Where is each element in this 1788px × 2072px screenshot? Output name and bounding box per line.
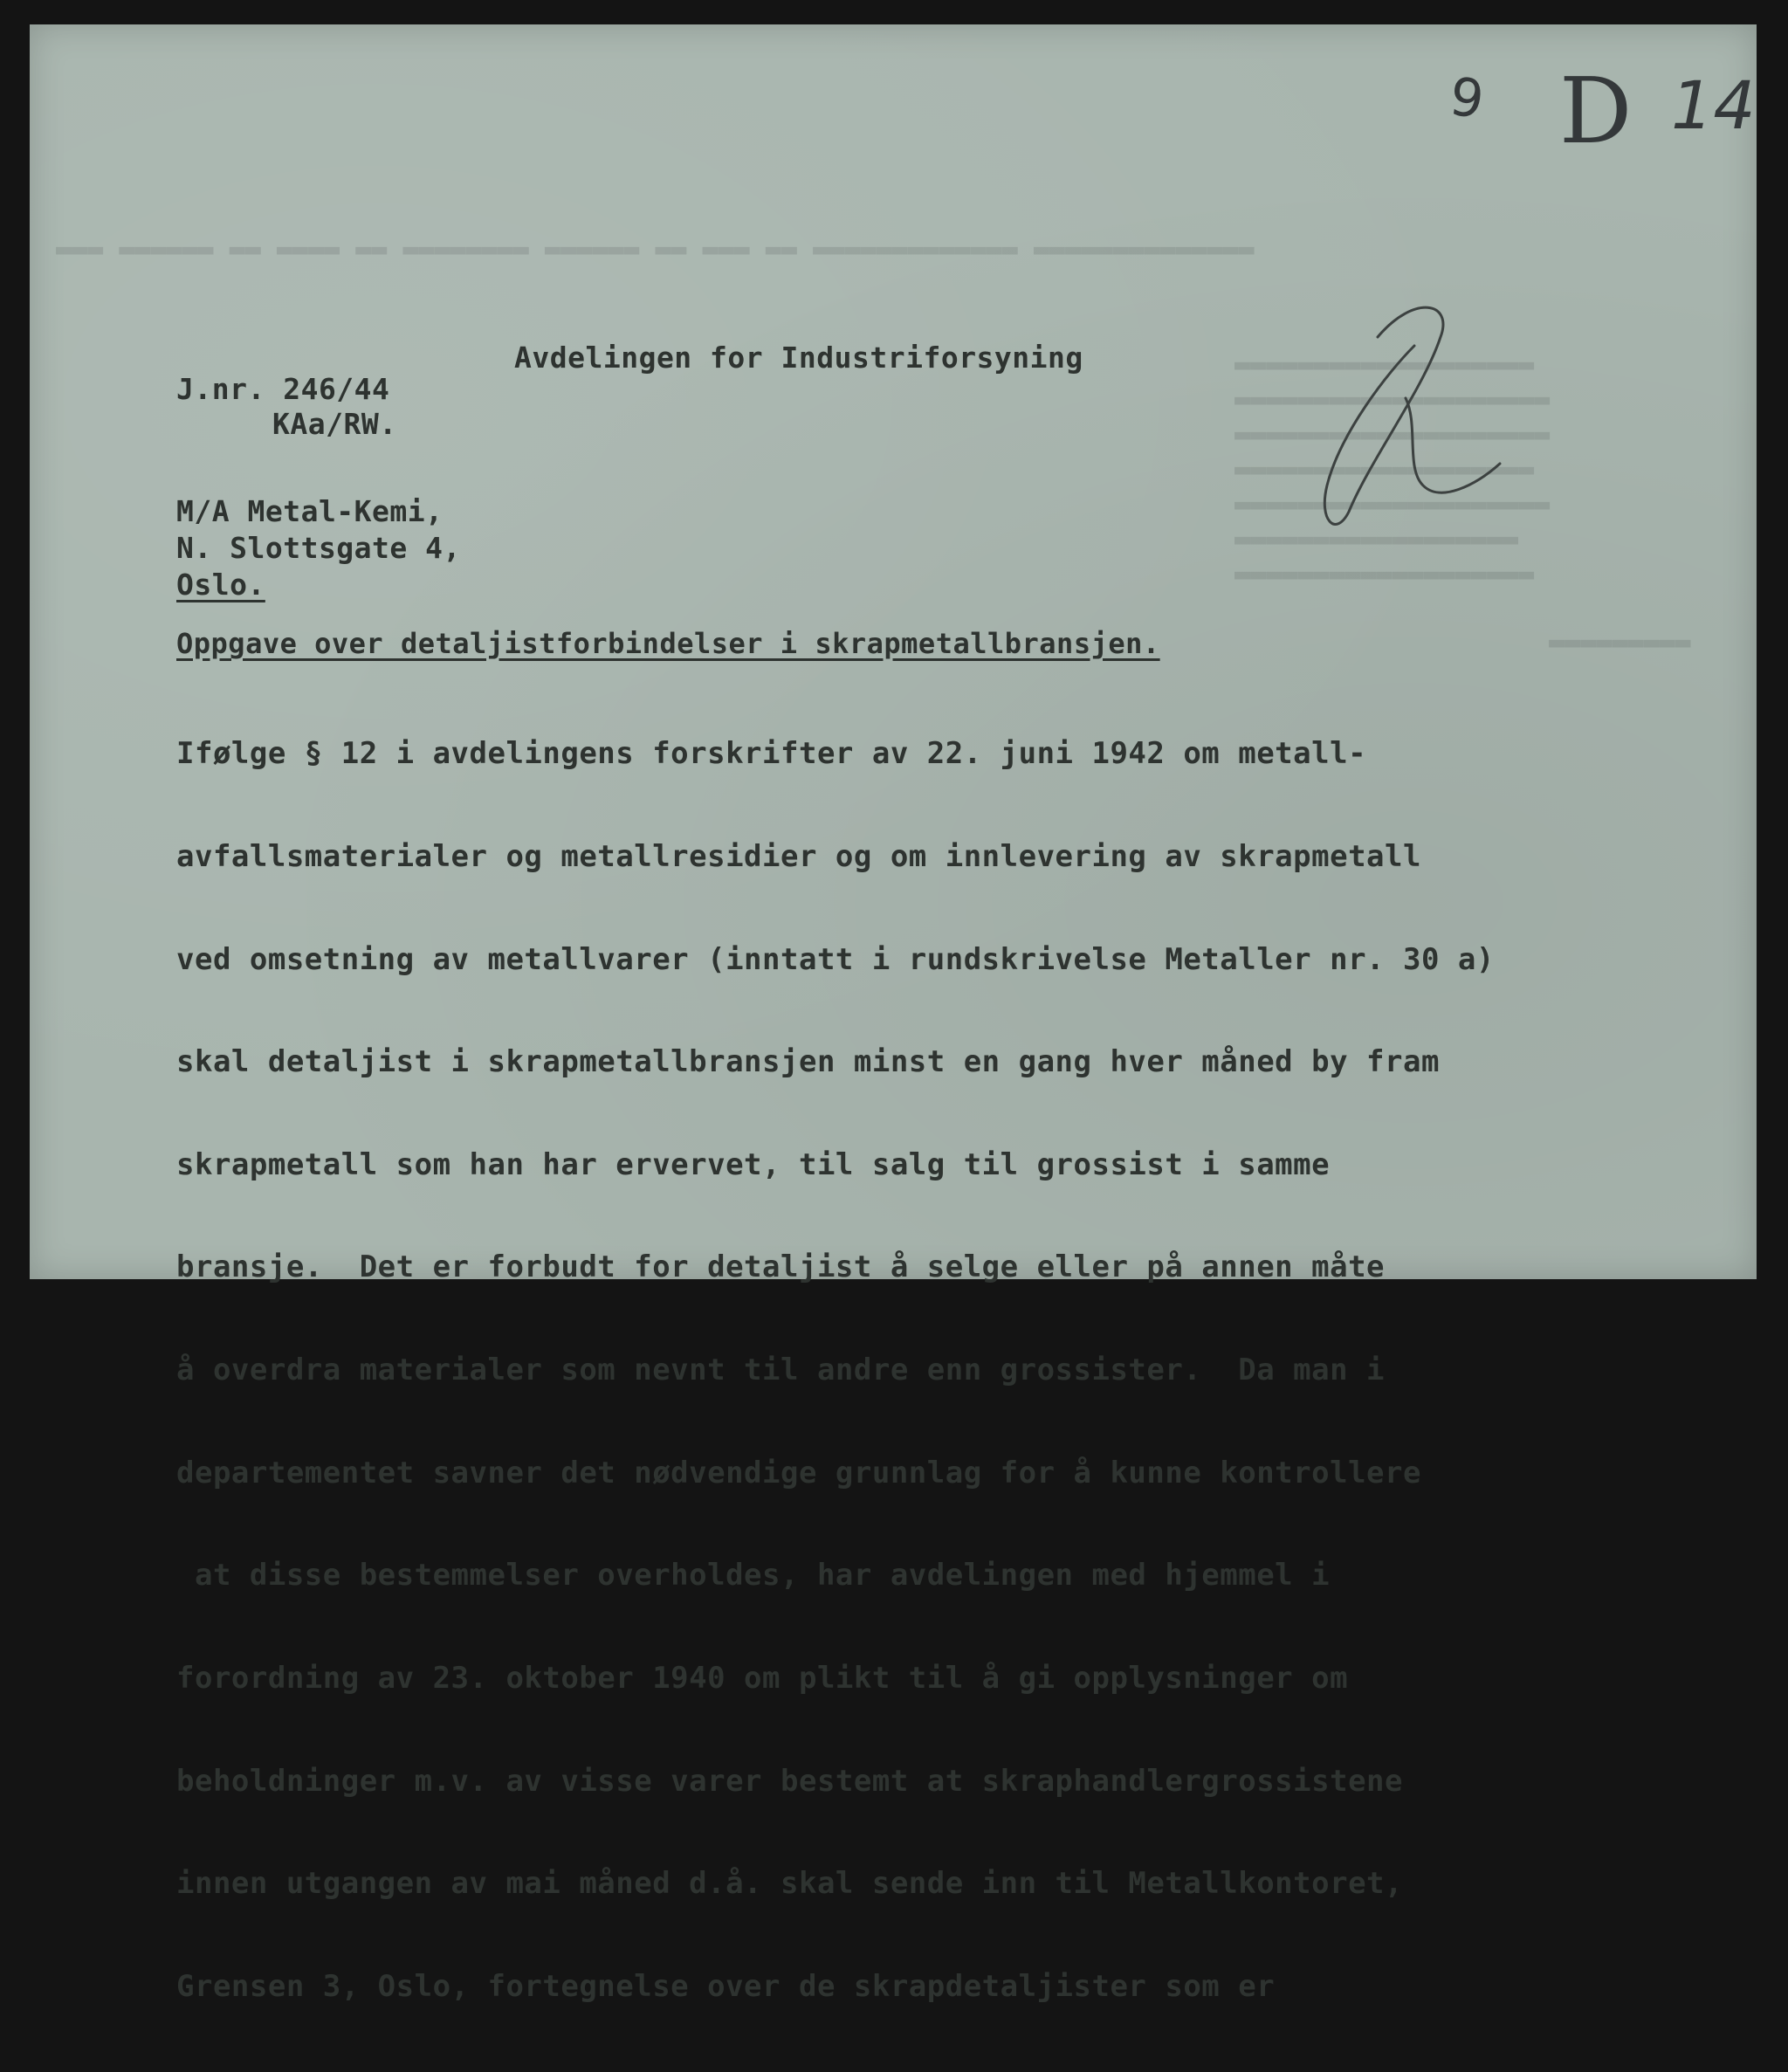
document-page [30,24,1757,2004]
department-header: Avdelingen for Industriforsyning [514,341,1083,375]
body-line: departementet savner det nødvendige grunnlag for å kunne kontrollere [176,1455,1421,1490]
bleed-through-line: ▬▬▬▬▬▬▬▬▬▬▬▬▬▬▬▬▬▬▬ [1234,559,1535,589]
archive-mark-number: 14 [1671,66,1756,144]
recipient-line: N. Slottsgate 4, [176,531,461,565]
body-line: skal detaljist i skrapmetallbransjen minst en gang hver måned by fram [176,1044,1440,1080]
bleed-through-line: ▬▬▬▬▬▬▬▬▬▬▬▬▬▬▬▬▬▬▬▬ [1234,384,1551,415]
letter-body [176,669,1495,2072]
subject-line: Oppgave over detaljistforbindelser i skrapmetallbransjen. [176,627,1160,660]
body-line: avfallsmaterialer og metallresidier og om innlevering av skrapmetall [176,839,1421,875]
handwritten-signature-icon [1301,285,1503,538]
body-line: innen utgangen av mai måned d.å. skal sende inn til Metallkontoret, [176,1866,1403,1902]
body-line: ved omsetning av metallvarer (inntatt i rundskrivelse Metaller nr. 30 a) [176,941,1495,977]
body-line: å overdra materialer som nevnt til andre enn grossister. Da man i [176,1353,1386,1388]
body-line: Grensen 3, Oslo, fortegnelse over de skrapdetaljister som er [176,1968,1276,2004]
bleed-through-line: ▬▬▬▬▬▬▬▬▬▬▬▬▬▬▬▬▬▬ [1234,524,1519,554]
recipient-city: Oslo. [176,568,265,602]
bleed-through-line: ▬▬▬▬▬▬▬▬▬▬▬▬▬▬▬▬▬▬▬ [1234,454,1535,485]
recipient-line: M/A Metal-Kemi, [176,494,444,528]
archive-mark-letter: D [1559,58,1633,164]
bleed-through-line: ▬▬▬▬▬▬▬▬▬▬▬▬▬▬▬▬▬▬▬ [1234,349,1535,380]
body-line: at disse bestemmelser overholdes, har avdelingen med hjemmel i [176,1558,1331,1594]
bleed-through-line: ▬▬▬ ▬▬▬▬▬▬ ▬▬ ▬▬▬▬ ▬▬ ▬▬▬▬▬▬▬▬ ▬▬▬▬▬▬ ▬▬ ▬▬▬ ▬▬ ▬▬▬▬▬▬▬▬▬▬▬▬▬ ▬▬▬▬▬▬▬▬▬▬▬▬▬▬ [56,234,1255,265]
body-line: beholdninger m.v. av visse varer bestemt at skraphandlergrossistene [176,1763,1403,1799]
bleed-through-line: ▬▬▬▬▬▬▬▬▬▬▬▬▬▬▬▬▬▬▬▬ [1234,489,1551,520]
journal-number: J.nr. 246/44 [176,372,390,406]
bleed-through-line: ▬▬▬▬▬▬▬▬▬ [1549,627,1691,657]
bleed-through-line: ▬▬▬▬▬▬▬▬▬▬▬▬▬▬▬▬▬▬▬▬ [1234,419,1551,450]
body-line: forordning av 23. oktober 1940 om plikt til å gi opplysninger om [176,1660,1349,1696]
body-line: Ifølge § 12 i avdelingens forskrifter av 22. juni 1942 om metall- [176,736,1367,772]
body-line: skrapmetall som han har ervervet, til salg til grossist i samme [176,1146,1331,1182]
reference-initials: KAa/RW. [272,407,397,441]
archive-mark-digit: 9 [1446,65,1488,132]
body-line: bransje. Det er forbudt for detaljist å selge eller på annen måte [176,1249,1386,1285]
